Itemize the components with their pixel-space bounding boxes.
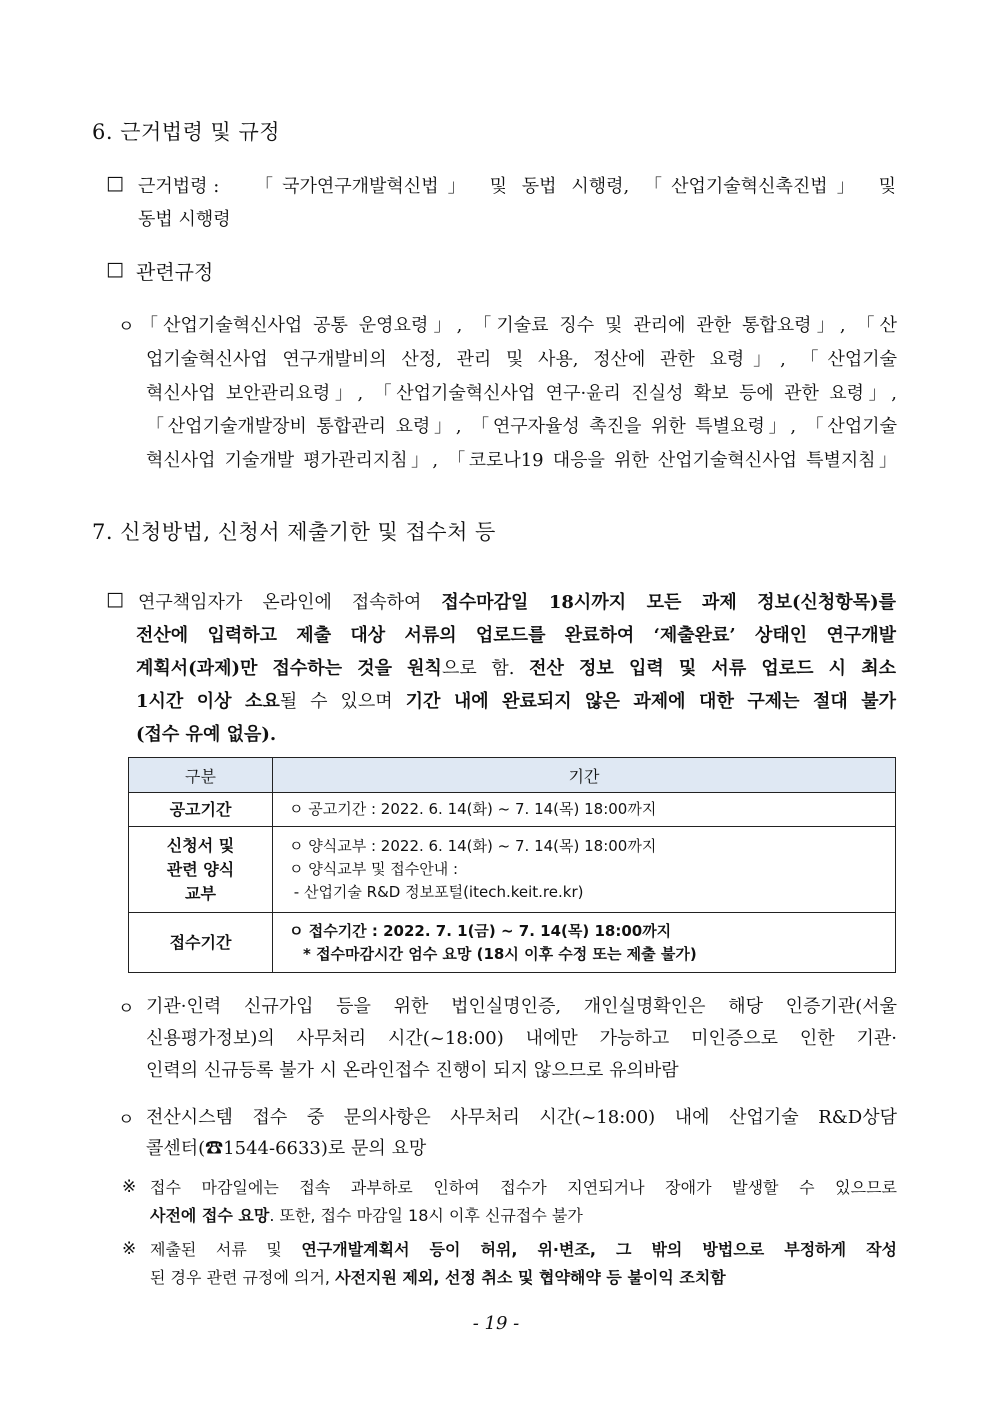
section-6-title: 6. 근거법령 및 규정	[92, 120, 281, 144]
apply-text-b: 접수마감일 18시까지 모든 과제 정보(신청항목)를	[441, 592, 896, 613]
remark-2-text-c: 된 경우 관련 규정에 의거,	[150, 1268, 336, 1287]
table-row	[129, 793, 896, 827]
table-header-row	[129, 758, 896, 793]
row-category	[129, 827, 273, 913]
remark-2-text-d: 사전지원 제외, 선정 취소 및 협약해약 등 불이익 조치함	[335, 1268, 726, 1287]
apply-line-4	[136, 687, 896, 713]
checkbox-square-icon: □	[106, 172, 124, 194]
remark-2-line-2	[150, 1265, 726, 1288]
checkbox-square-icon: □	[106, 258, 124, 280]
reg-line-5: 혁신사업 기술개발 평가관리지침」, 「코로나19 대응을 위한 산업기술혁신사업 특별지침」	[146, 450, 897, 471]
note-1-line-2: 신용평가정보)의 사무처리 시간(~18:00) 내에만 가능하고 미인증으로 인한 기관·	[146, 1028, 897, 1049]
note-2-line-1: 전산시스템 접수 중 문의사항은 사무처리 시간(~18:00) 내에 산업기술 R&D상담	[146, 1107, 897, 1128]
apply-text-3a: 계획서(과제)만 접수하는 것을 원칙	[136, 658, 442, 679]
reg-line-2: 업기술혁신사업 연구개발비의 산정, 관리 및 사용, 정산에 관한 요령」, 「산업기술	[146, 349, 897, 370]
apply-text-3b: 으로 함.	[441, 658, 530, 679]
row-detail	[273, 793, 896, 827]
table-row	[129, 827, 896, 913]
remark-1-bold: 사전에 접수 요망	[150, 1206, 270, 1225]
row-category: 접수기간	[129, 913, 273, 973]
remark-1-rest: . 또한, 접수 마감일 18시 이후 신규접수 불가	[269, 1206, 583, 1225]
note-1-line-1: 기관·인력 신규가입 등을 위한 법인실명인증, 개인실명확인은 해당 인증기관(서울	[146, 996, 897, 1017]
note-2-line-2: 콜센터(☎1544-6633)로 문의 요망	[146, 1138, 427, 1159]
circle-bullet-icon: ㅇ	[118, 1110, 135, 1130]
checkbox-square-icon: □	[106, 588, 124, 610]
row-category: 공고기간	[129, 793, 273, 827]
remark-2-text-b: 연구개발계획서 등이 허위, 위·변조, 그 밖의 방법으로 부정하게 작성	[301, 1240, 897, 1259]
detail-line: - 산업기술 R&D 정보포털(itech.keit.re.kr)	[289, 883, 584, 901]
header-period: 기간	[273, 758, 896, 793]
reference-mark-icon: ※	[122, 1177, 137, 1197]
page-number: - 19 -	[472, 1313, 520, 1334]
table-row	[129, 913, 896, 973]
apply-line-5: (접수 유예 없음).	[136, 724, 277, 745]
apply-text-3c: 전산 정보 입력 및 서류 업로드 시 최소	[529, 658, 897, 679]
header-category: 구분	[129, 758, 273, 793]
apply-line-1	[138, 588, 896, 614]
reg-line-3: 혁신사업 보안관리요령」, 「산업기술혁신사업 연구·윤리 진실성 확보 등에 관한 요령」,	[146, 383, 897, 404]
apply-text-a: 연구책임자가 온라인에 접속하여	[138, 592, 442, 613]
apply-text-4b: 될 수 있으며	[279, 691, 406, 712]
apply-line-2: 전산에 입력하고 제출 대상 서류의 업로드를 완료하여 ‘제출완료’ 상태인 연구개발	[136, 625, 896, 646]
reg-line-4: 「산업기술개발장비 통합관리 요령」, 「연구자율성 촉진을 위한 특별요령」, 「산업기술	[146, 416, 897, 437]
apply-line-3	[136, 654, 896, 680]
row-detail	[273, 827, 896, 913]
category-line: 관련 양식	[166, 859, 235, 879]
law-label: 근거법령 :	[138, 176, 220, 197]
circle-bullet-icon: ㅇ	[118, 317, 135, 337]
detail-line: ㅇ 접수기간 : 2022. 7. 1(금) ~ 7. 14(목) 18:00까지	[289, 921, 672, 940]
row-detail	[273, 913, 896, 973]
law-line-1: 「국가연구개발혁신법」 및 동법 시행령, 「산업기술혁신촉진법」 및	[255, 176, 896, 197]
schedule-table	[128, 757, 896, 973]
reg-label: 관련규정	[136, 260, 214, 284]
category-line: 교부	[185, 883, 216, 903]
category-line: 신청서 및	[166, 835, 235, 855]
reg-line-1: 「산업기술혁신사업 공통 운영요령」, 「기술료 징수 및 관리에 관한 통합요령」, 「산	[140, 315, 897, 336]
reference-mark-icon: ※	[122, 1239, 137, 1259]
apply-text-4a: 1시간 이상 소요	[136, 691, 280, 712]
note-1-line-3: 인력의 신규등록 불가 시 온라인접수 진행이 되지 않으므로 유의바람	[146, 1060, 679, 1081]
remark-2-line-1	[150, 1237, 897, 1260]
apply-text-4c: 기간 내에 완료되지 않은 과제에 대한 구제는 절대 불가	[405, 691, 897, 712]
detail-line: ㅇ 공고기간 : 2022. 6. 14(화) ~ 7. 14(목) 18:00까지	[289, 800, 657, 818]
remark-1-line-2	[150, 1203, 583, 1226]
detail-line: ㅇ 양식교부 및 접수안내 :	[289, 860, 459, 878]
detail-line: ㅇ 양식교부 : 2022. 6. 14(화) ~ 7. 14(목) 18:00까지	[289, 837, 657, 855]
law-line-2: 동법 시행령	[138, 209, 231, 230]
detail-line: * 접수마감시간 엄수 요망 (18시 이후 수정 또는 제출 불가)	[303, 944, 697, 963]
remark-2-text-a: 제출된 서류 및	[150, 1240, 302, 1259]
remark-1-line-1: 접수 마감일에는 접속 과부하로 인하여 접수가 지연되거나 장애가 발생할 수 있으므로	[150, 1178, 897, 1197]
section-7-title: 7. 신청방법, 신청서 제출기한 및 접수처 등	[92, 520, 496, 544]
circle-bullet-icon: ㅇ	[118, 999, 135, 1019]
